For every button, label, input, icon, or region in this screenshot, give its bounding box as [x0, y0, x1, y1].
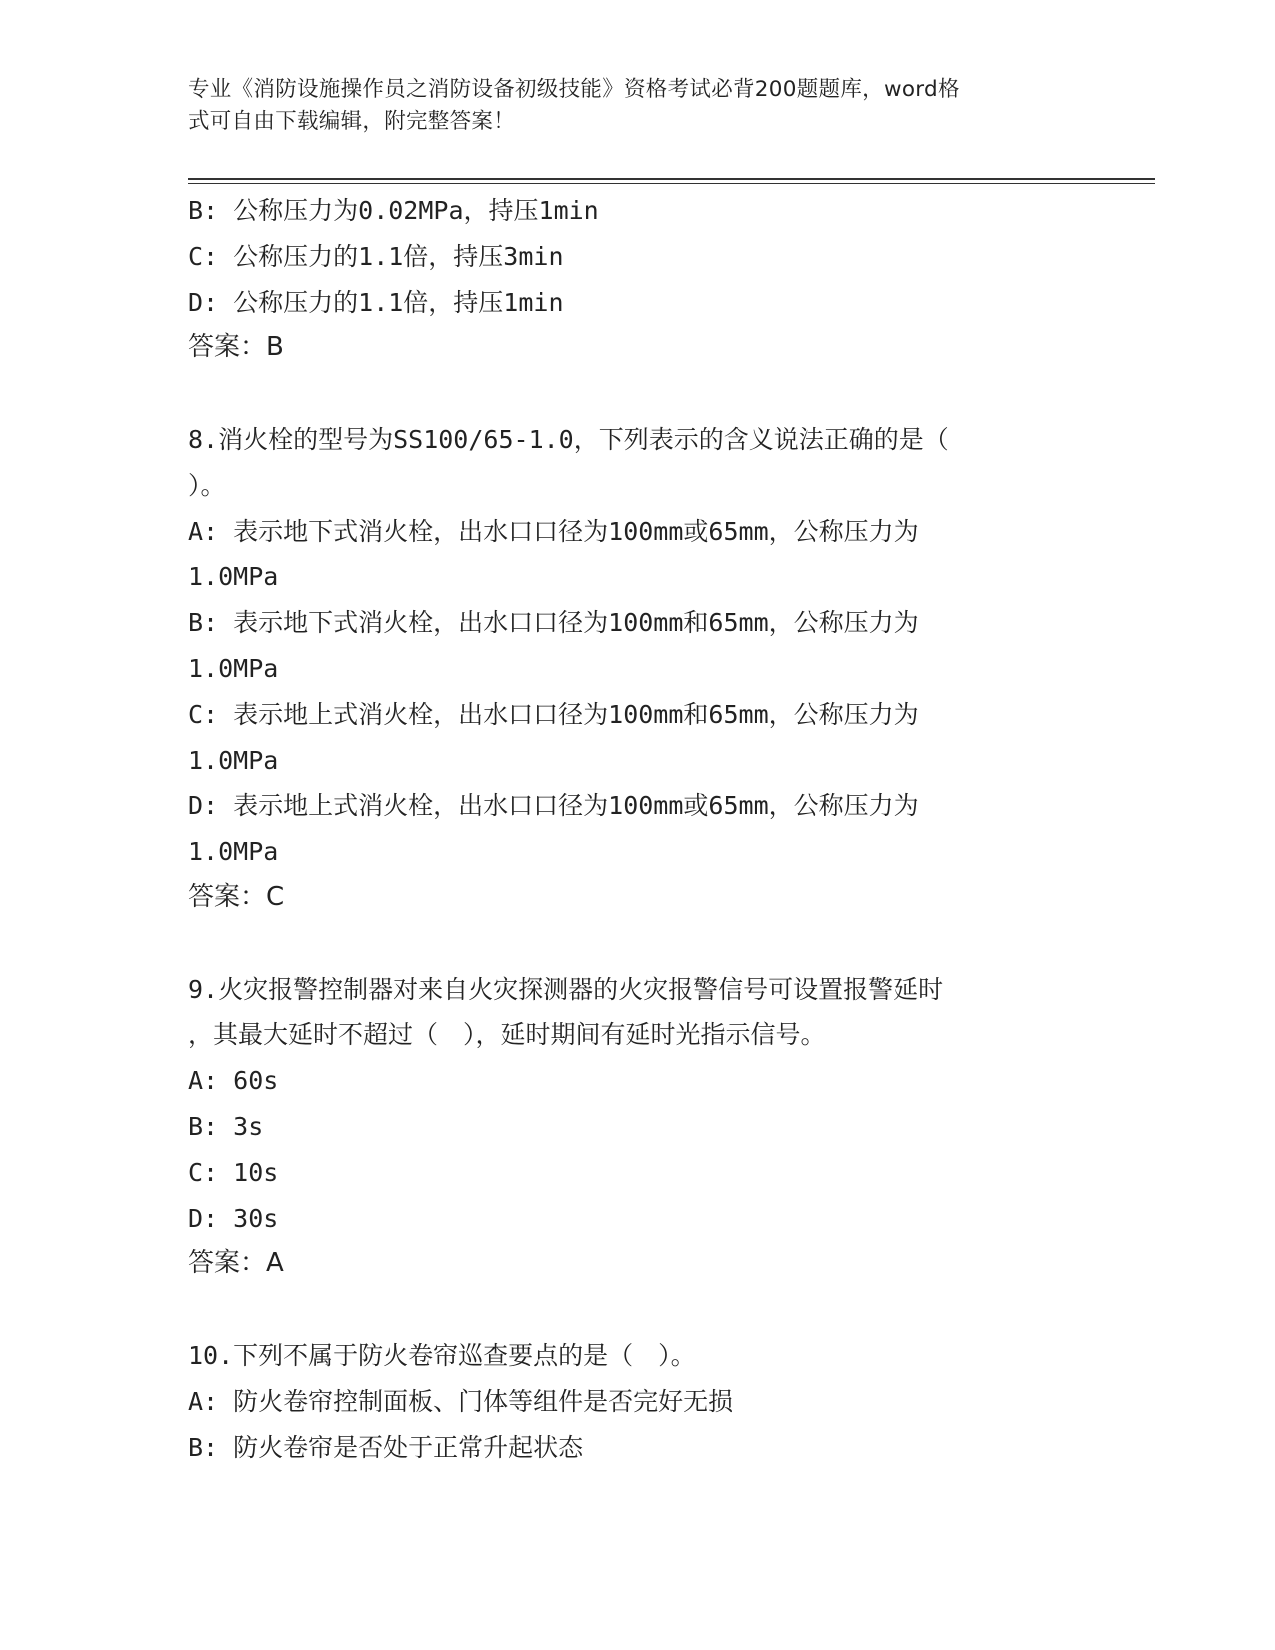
question-9 [188, 967, 1088, 1288]
answer-label: 答案：B [188, 332, 284, 363]
option-c: C: 表示地上式消火栓，出水口口径为100mm和65mm，公称压力为 [188, 699, 919, 729]
question-stem-continued: ）。 [188, 470, 226, 500]
spacer [188, 921, 1088, 967]
option-c-continued: 1.0MPa [188, 745, 279, 775]
option-a: A: 60s [188, 1066, 279, 1096]
question-7-tail [188, 188, 1088, 371]
spacer [188, 1287, 1088, 1333]
question-stem: 9.火灾报警控制器对来自火灾探测器的火灾报警信号可设置报警延时 [188, 974, 944, 1004]
document-header [188, 74, 1078, 138]
option-b: B: 表示地下式消火栓，出水口口径为100mm和65mm，公称压力为 [188, 608, 919, 638]
question-list [188, 188, 1088, 1470]
header-divider-thick [188, 178, 1155, 180]
option-d: D: 30s [188, 1203, 279, 1233]
question-stem: 8.消火栓的型号为SS100/65-1.0，下列表示的含义说法正确的是（ [188, 424, 949, 454]
header-line-1: 专业《消防设施操作员之消防设备初级技能》资格考试必背200题题库，word格 [188, 77, 960, 102]
option-b-continued: 1.0MPa [188, 653, 279, 683]
header-divider-thin [188, 183, 1155, 184]
question-stem: 10.下列不属于防火卷帘巡查要点的是（ ）。 [188, 1340, 696, 1370]
option-b: B: 公称压力为0.02MPa，持压1min [188, 196, 599, 225]
option-d-continued: 1.0MPa [188, 837, 279, 867]
header-line-2: 式可自由下载编辑，附完整答案！ [188, 109, 516, 134]
option-b: B: 防火卷帘是否处于正常升起状态 [188, 1432, 584, 1462]
answer-label: 答案：A [188, 1248, 284, 1279]
option-a-continued: 1.0MPa [188, 562, 279, 592]
option-a: A: 防火卷帘控制面板、门体等组件是否完好无损 [188, 1386, 734, 1416]
question-10 [188, 1333, 1088, 1470]
question-stem-continued: ，其最大延时不超过（ ），延时期间有延时光指示信号。 [188, 1020, 826, 1050]
option-d: D: 公称压力的1.1倍，持压1min [188, 287, 564, 317]
option-c: C: 10s [188, 1157, 279, 1187]
option-c: C: 公称压力的1.1倍，持压3min [188, 241, 564, 271]
option-d: D: 表示地上式消火栓，出水口口径为100mm或65mm，公称压力为 [188, 791, 919, 821]
spacer [188, 371, 1088, 417]
question-8 [188, 417, 1088, 921]
option-a: A: 表示地下式消火栓，出水口口径为100mm或65mm，公称压力为 [188, 516, 919, 546]
answer-label: 答案：C [188, 881, 285, 912]
option-b: B: 3s [188, 1111, 264, 1141]
